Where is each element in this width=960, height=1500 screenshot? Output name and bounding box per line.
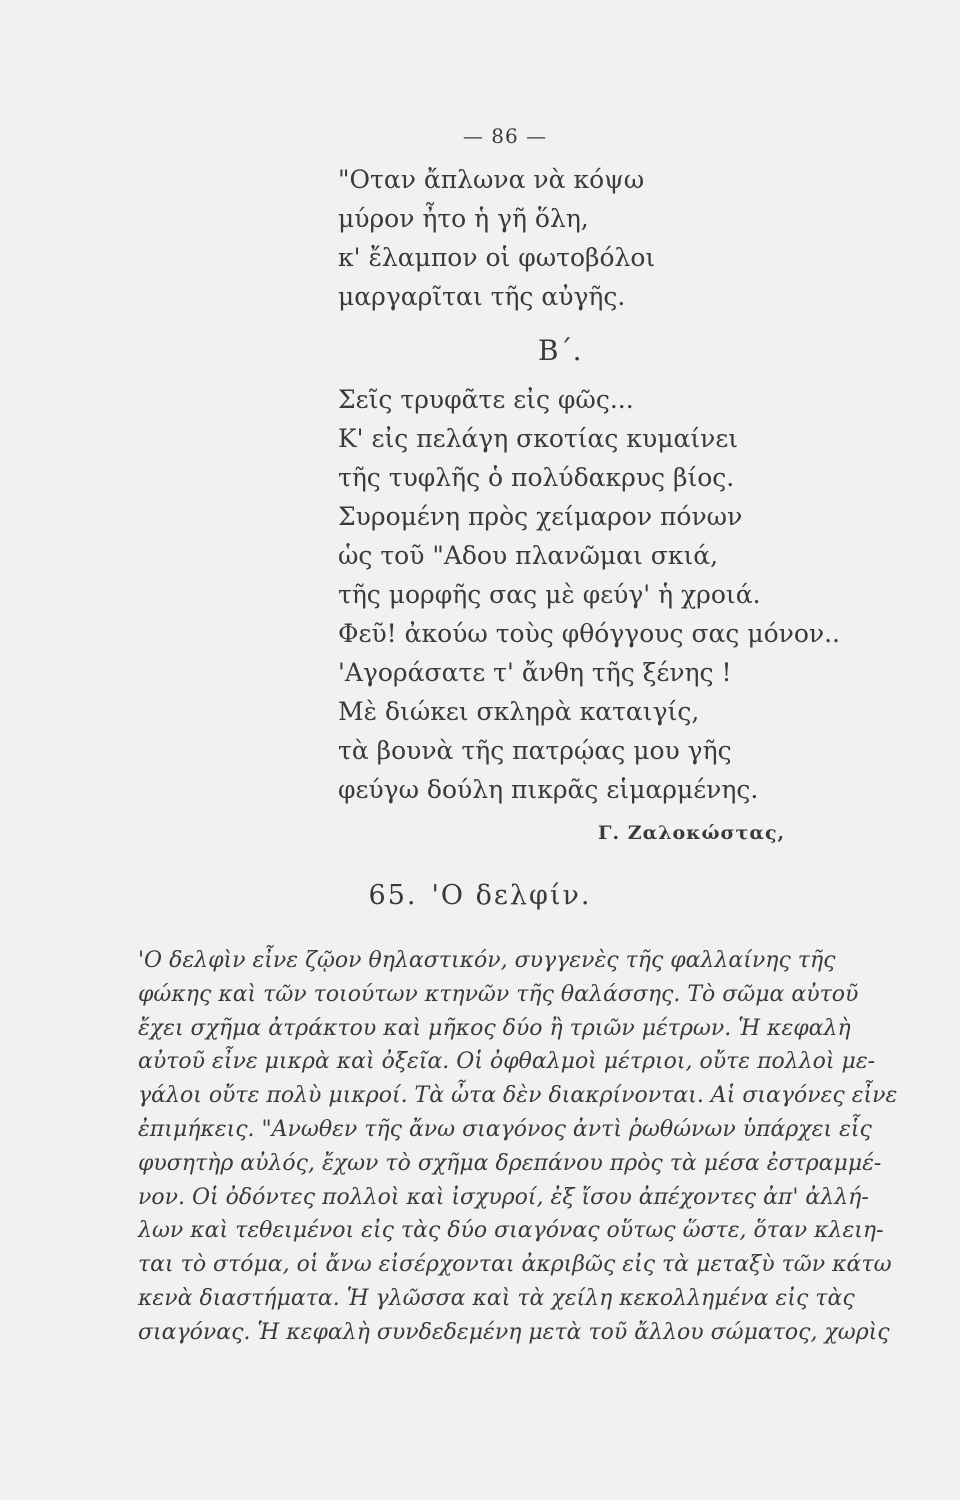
poem-line: "Οταν ἄπλωνα νὰ κόψω — [338, 165, 645, 194]
poem-line: Φεῦ! ἀκούω τοὺς φθόγγους σας μόνον.. — [338, 619, 840, 648]
poem-line: Συρομένη πρὸς χείμαρον πόνων — [338, 502, 743, 531]
prose-line: νον. Οἱ ὀδόντες πολλοὶ καὶ ἰσχυροί, ἐξ ἴσου ἀπέχοντες ἀπ' ἀλλή- — [138, 1184, 869, 1210]
poem-line: Κ' εἰς πελάγη σκοτίας κυμαίνει — [338, 424, 739, 453]
section-mark: Β΄. — [538, 334, 582, 367]
poem-stanza-2 — [338, 380, 840, 809]
poem-line: φεύγω δούλη πικρᾶς εἱμαρμένης. — [338, 775, 759, 804]
prose-line: ἐπιμήκεις. "Ανωθεν τῆς ἄνω σιαγόνος ἀντὶ ῥωθώνων ὑπάρχει εἷς — [138, 1116, 872, 1142]
poem-line: ὡς τοῦ "Αδου πλανῶμαι σκιά, — [338, 541, 719, 570]
poem-line: τὰ βουνὰ τῆς πατρῴας μου γῆς — [338, 736, 732, 765]
prose-line: κενὰ διαστήματα. Ἡ γλῶσσα καὶ τὰ χείλη κεκολλημένα εἰς τὰς — [138, 1285, 855, 1311]
poem-line: μαργαρῖται τῆς αὐγῆς. — [338, 282, 626, 311]
poem-line: Σεῖς τρυφᾶτε εἰς φῶς... — [338, 385, 634, 414]
prose-line: 'Ο δελφὶν εἶνε ζῷον θηλαστικόν, συγγενὲς τῆς φαλλαίνης τῆς — [138, 948, 836, 973]
prose-line: λων καὶ τεθειμένοι εἰς τὰς δύο σιαγόνας οὕτως ὥστε, ὅταν κλειη- — [138, 1218, 884, 1244]
poem-line: τῆς τυφλῆς ὁ πολύδακρυς βίος. — [338, 463, 735, 492]
article-title: 'Ο δελφίν. — [431, 880, 592, 911]
prose-line: γάλοι οὔτε πολὺ μικροί. Τὰ ὦτα δὲν διακρίνονται. Αἱ σιαγόνες εἶνε — [138, 1083, 898, 1109]
poem-line: κ' ἔλαμπον οἱ φωτοβόλοι — [338, 243, 656, 272]
prose-line: σιαγόνας. Ἡ κεφαλὴ συνδεδεμένη μετὰ τοῦ ἄλλου σώματος, χωρὶς — [138, 1319, 890, 1345]
article-heading — [0, 880, 960, 911]
poem-line: Μὲ διώκει σκληρὰ καταιγίς, — [338, 697, 700, 726]
prose-line: φώκης καὶ τῶν τοιούτων κτηνῶν τῆς θαλάσσης. Τὸ σῶμα αὐτοῦ — [138, 981, 859, 1007]
poem-stanza-1 — [338, 160, 655, 316]
author-signature: Γ. Ζαλοκώστας, — [598, 822, 786, 844]
prose-line: αὐτοῦ εἶνε μικρὰ καὶ ὀξεῖα. Οἱ ὀφθαλμοὶ μέτριοι, οὔτε πολλοὶ με- — [138, 1049, 876, 1075]
prose-line: φυσητὴρ αὐλός, ἔχων τὸ σχῆμα δρεπάνου πρὸς τὰ μέσα ἐστραμμέ- — [138, 1150, 882, 1176]
article-number: 65. — [368, 880, 418, 911]
poem-line: μύρον ἦτο ἡ γῆ ὅλη, — [338, 204, 589, 233]
poem-line: 'Αγοράσατε τ' ἄνθη τῆς ξένης ! — [338, 658, 732, 687]
poem-line: τῆς μορφῆς σας μὲ φεύγ' ἡ χροιά. — [338, 580, 761, 609]
article-body — [138, 944, 930, 1350]
prose-line: ται τὸ στόμα, οἱ ἄνω εἰσέρχονται ἀκριβῶς εἰς τὰ μεταξὺ τῶν κάτω — [138, 1252, 892, 1278]
page-number: — 86 — — [462, 124, 548, 148]
prose-line: ἔχει σχῆμα ἀτράκτου καὶ μῆκος δύο ἢ τριῶν μέτρων. Ἡ κεφαλὴ — [138, 1015, 851, 1041]
